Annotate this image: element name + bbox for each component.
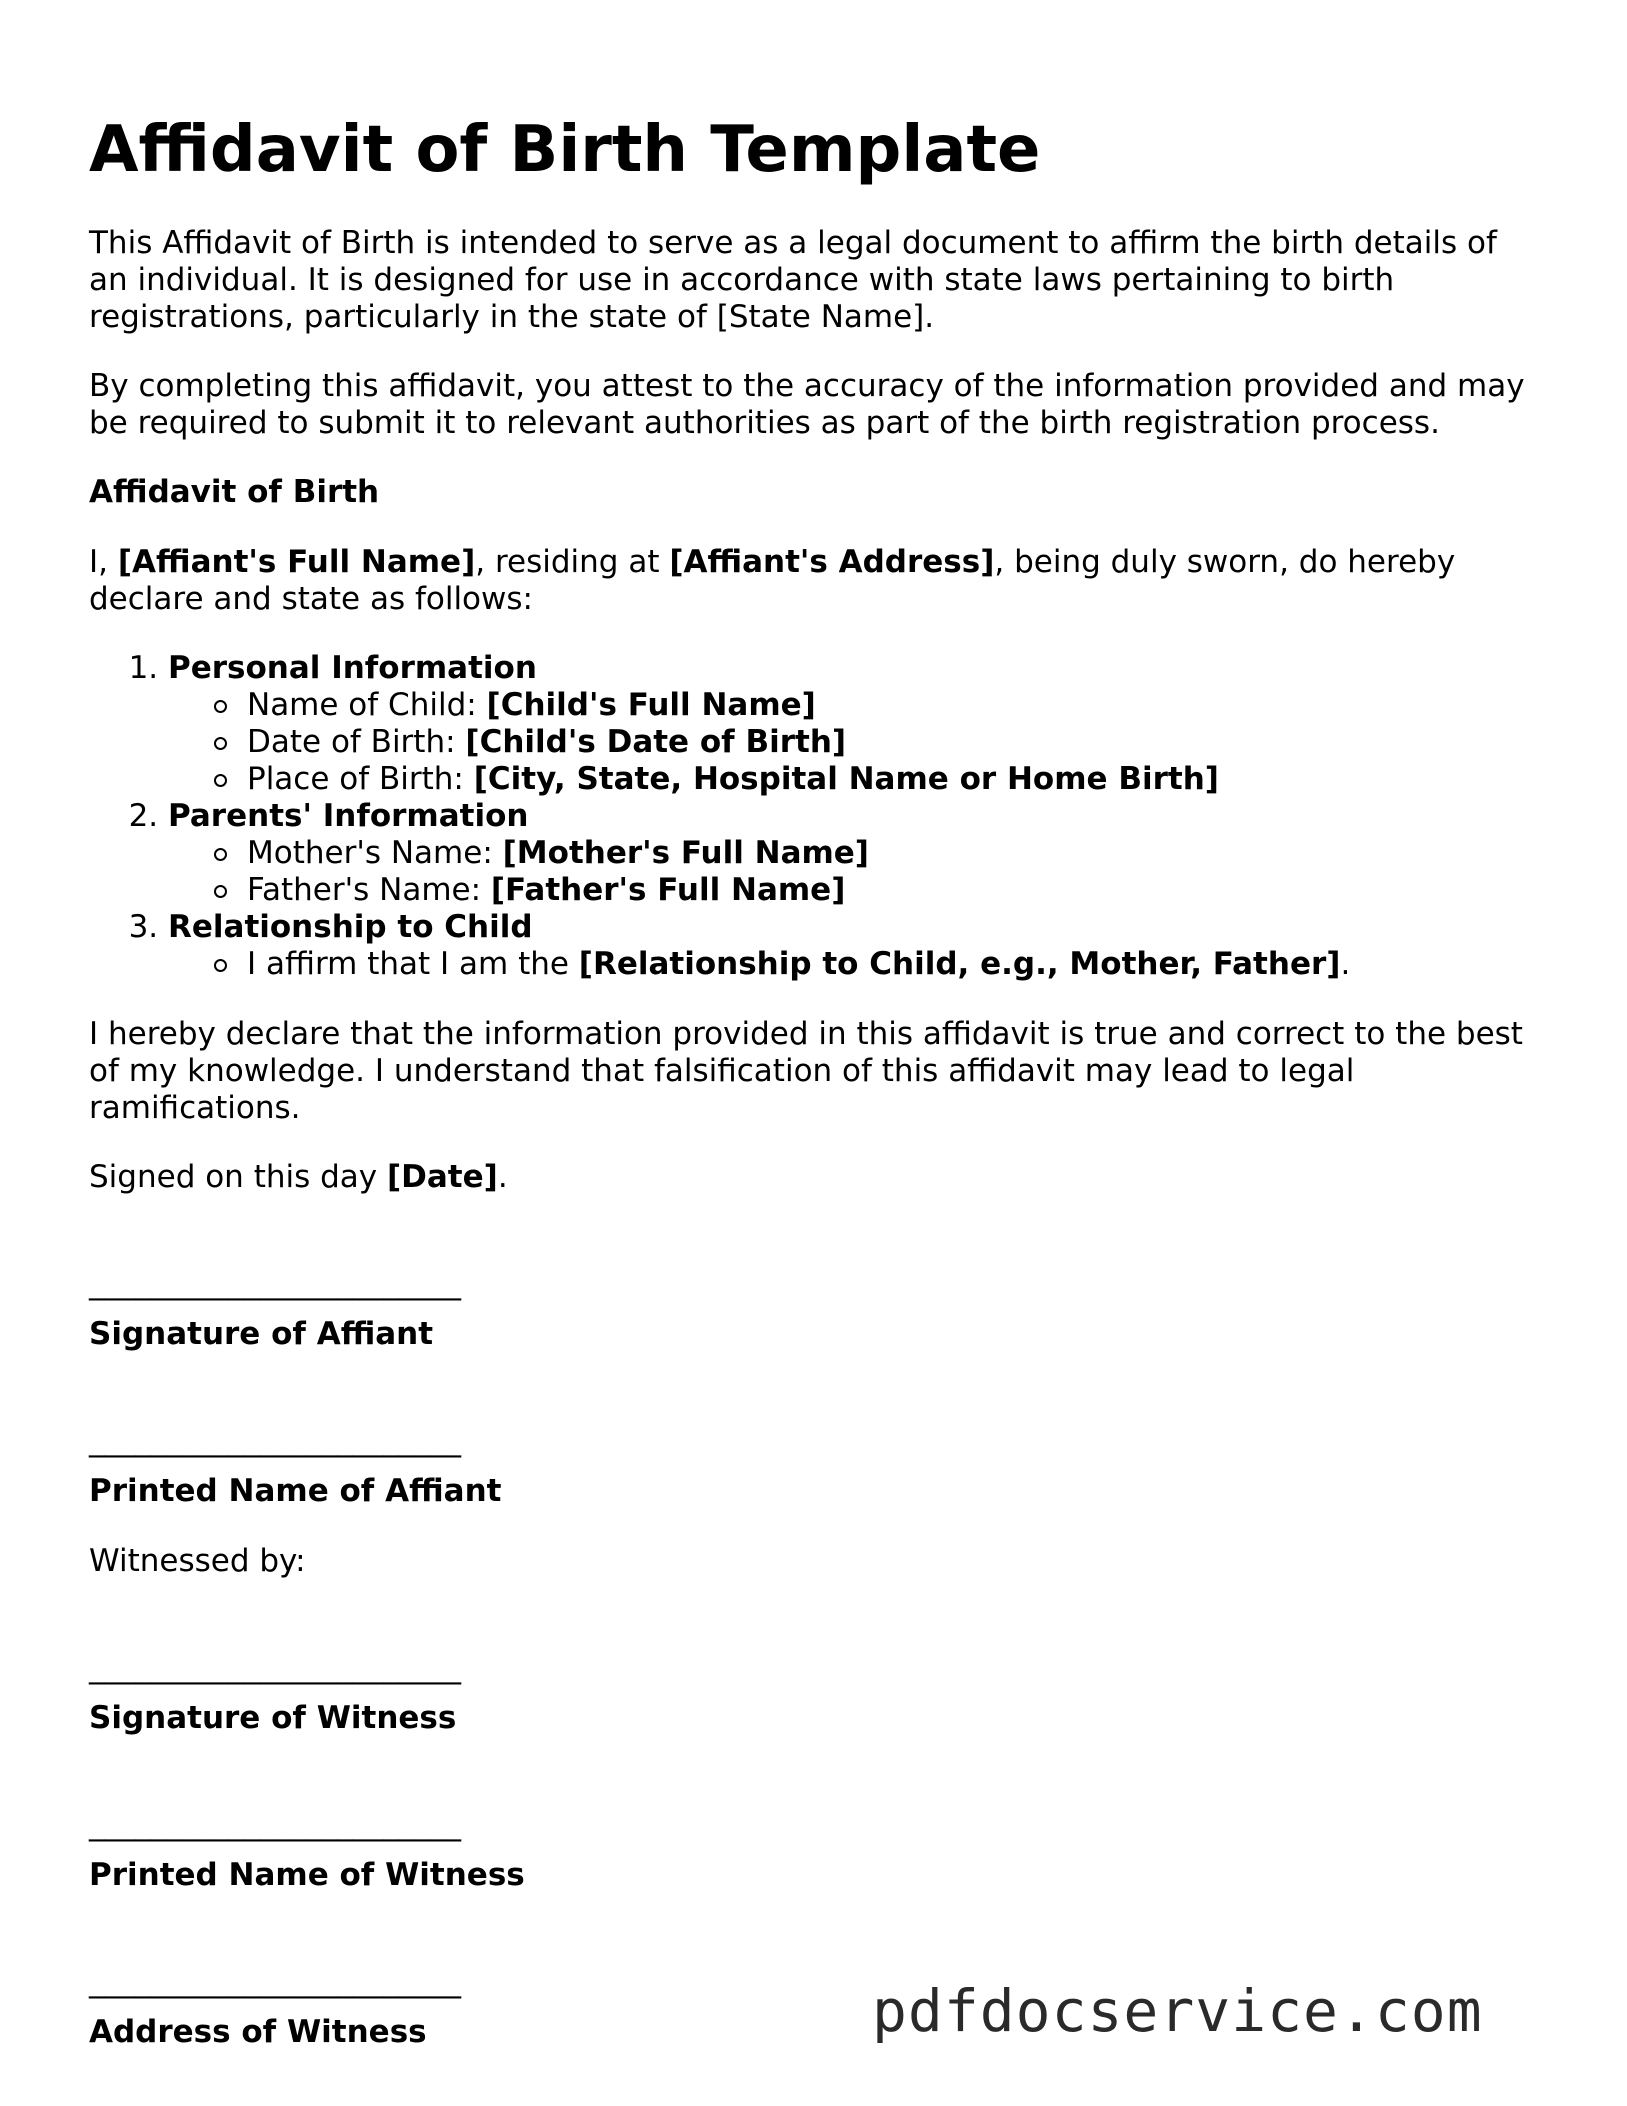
affiant-name-placeholder: [Affiant's Full Name] — [117, 544, 476, 580]
affidavit-items-list — [89, 650, 1539, 983]
witness-address-label: Address of Witness — [89, 2014, 427, 2050]
declaration-paragraph — [89, 544, 1539, 618]
witness-printed-name-label: Printed Name of Witness — [89, 1857, 525, 1893]
field-label: Date of Birth: — [247, 724, 466, 760]
field-placeholder: [Father's Full Name] — [490, 872, 846, 908]
affiant-signature-label: Signature of Affiant — [89, 1316, 434, 1352]
field-placeholder: [Child's Date of Birth] — [465, 724, 847, 760]
section-heading: Affidavit of Birth — [89, 474, 380, 510]
document-page — [89, 110, 1539, 2051]
signed-date-line — [89, 1159, 1539, 1196]
witnessed-by-label: Witnessed by: — [89, 1543, 306, 1579]
list-item — [247, 761, 1539, 798]
affiant-address-placeholder: [Affiant's Address] — [669, 544, 995, 580]
sub-list — [168, 835, 1539, 909]
intro-paragraph-1: This Affidavit of Birth is intended to serve as a legal document to affirm the birth details of an individual. It is designed for use in accordance with state laws pertaining to birth registrations, particularly in the state of [State Name]. — [89, 225, 1497, 335]
affiant-printed-name-label: Printed Name of Affiant — [89, 1473, 502, 1509]
signed-suffix: . — [497, 1159, 508, 1195]
list-item — [247, 724, 1539, 761]
watermark-text: pdfdocservice.com — [872, 1977, 1483, 2045]
field-suffix: . — [1340, 946, 1351, 982]
item-heading: Relationship to Child — [168, 909, 533, 945]
field-label: Name of Child: — [247, 687, 487, 723]
declaration-text-2: , residing at — [475, 544, 670, 580]
printed-name-line-affiant: ________________________ — [89, 1422, 461, 1458]
signature-line-affiant: ________________________ — [89, 1265, 461, 1301]
sub-list — [168, 946, 1539, 983]
field-label: Mother's Name: — [247, 835, 503, 871]
sub-list — [168, 687, 1539, 798]
list-item-personal-information — [168, 650, 1539, 798]
list-item — [247, 872, 1539, 909]
field-placeholder: [Mother's Full Name] — [502, 835, 869, 871]
field-placeholder: [Relationship to Child, e.g., Mother, Father] — [578, 946, 1341, 982]
field-label: Place of Birth: — [247, 761, 474, 797]
intro-paragraph-2: By completing this affidavit, you attest to the accuracy of the information provided and may be required to submit it to relevant authorities as part of the birth registration process. — [89, 368, 1525, 441]
signature-line-witness: ________________________ — [89, 1649, 461, 1685]
closing-paragraph: I hereby declare that the information provided in this affidavit is true and correct to the best of my knowledge. I understand that falsification of this affidavit may lead to legal ramifications. — [89, 1016, 1523, 1126]
field-label: I affirm that I am the — [247, 946, 579, 982]
date-placeholder: [Date] — [386, 1159, 498, 1195]
field-placeholder: [City, State, Hospital Name or Home Birth] — [473, 761, 1219, 797]
witness-signature-label: Signature of Witness — [89, 1700, 457, 1736]
list-item — [247, 687, 1539, 724]
signed-prefix: Signed on this day — [89, 1159, 387, 1195]
declaration-text-1: I, — [89, 544, 118, 580]
list-item — [247, 835, 1539, 872]
printed-name-line-witness: ________________________ — [89, 1806, 461, 1842]
address-line-witness: ________________________ — [89, 1963, 461, 1999]
list-item — [247, 946, 1539, 983]
item-heading: Parents' Information — [168, 798, 529, 834]
declaration-text-3: , being duly sworn, do hereby declare and state as follows: — [89, 544, 1456, 617]
field-placeholder: [Child's Full Name] — [486, 687, 816, 723]
list-item-parents-information — [168, 798, 1539, 909]
item-heading: Personal Information — [168, 650, 537, 686]
list-item-relationship-to-child — [168, 909, 1539, 983]
field-label: Father's Name: — [247, 872, 491, 908]
document-title: Affidavit of Birth Template — [89, 113, 1041, 187]
